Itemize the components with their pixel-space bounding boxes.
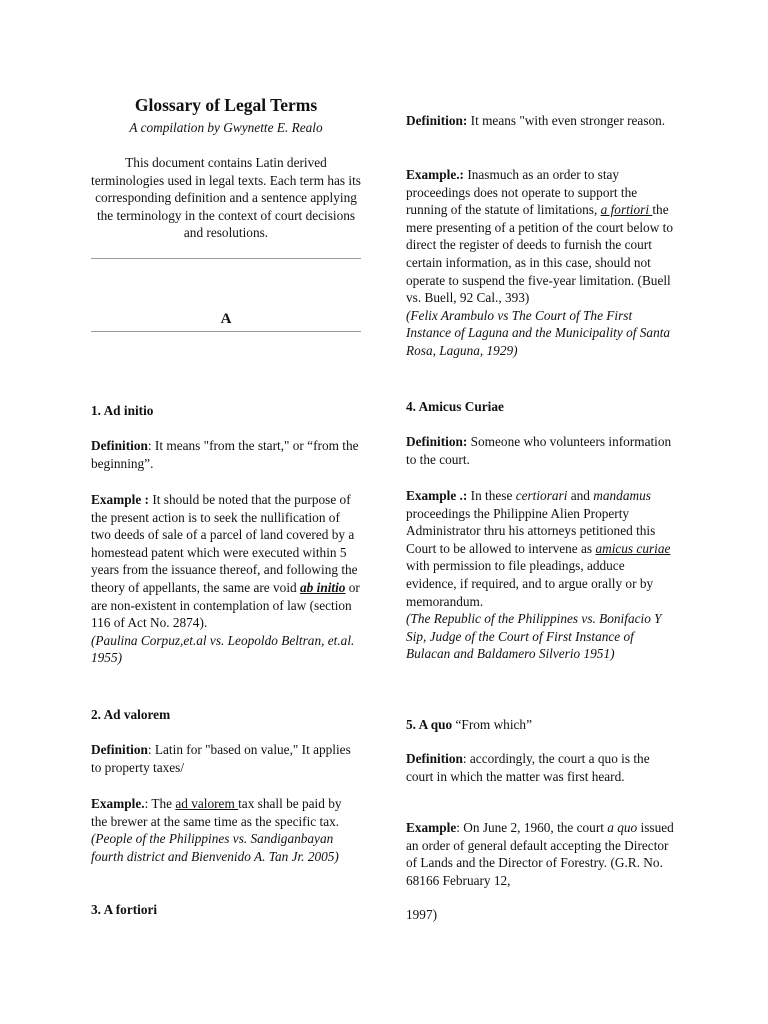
example-label: Example xyxy=(406,820,457,835)
term-heading-ad-initio: 1. Ad initio xyxy=(91,403,154,418)
term-definition xyxy=(91,437,361,472)
example-term: amicus curiae xyxy=(595,540,671,556)
example-text: Inasmuch as an order to stay proceedings does not operate to support the running of the statute of limitations, xyxy=(406,167,638,218)
definition-label: Definition xyxy=(91,438,148,453)
definition-label: Definition xyxy=(406,751,463,766)
definition-text: Someone who volunteers information to the court. xyxy=(406,434,672,467)
term-heading-ad-valorem: 2. Ad valorem xyxy=(91,707,171,722)
term-example xyxy=(406,819,678,889)
example-text: tax shall be paid by the brewer at the same time as the specific tax. xyxy=(91,796,342,829)
term-example xyxy=(91,491,361,667)
case-citation: (Paulina Corpuz,et.al vs. Leopoldo Beltran, et.al. 1955) xyxy=(91,632,355,666)
example-text: or are non-existent in contemplation of law (section 116 of Act No. 2874). xyxy=(91,579,360,631)
document-subtitle: A compilation by Gwynette E. Realo xyxy=(129,120,323,135)
term-heading-amicus-curiae: 4. Amicus Curiae xyxy=(406,399,504,414)
example-text: : On June 2, 1960, the court xyxy=(456,820,608,835)
definition-text: : Latin for "based on value," It applies to property taxes/ xyxy=(91,742,351,775)
example-text: proceedings the Philippine Alien Property Administrator thru his attorneys petitioned this Court to be allowed to intervene as xyxy=(406,505,656,556)
example-text: and xyxy=(567,488,594,503)
term-definition xyxy=(406,112,678,130)
example-text: with permission to file pleadings, adduce evidence, if required, and to argue orally or by memorandum. xyxy=(406,558,654,609)
term-heading-a-quo xyxy=(406,716,532,734)
example-label: Example : xyxy=(91,492,149,507)
term-heading-text: 5. A quo xyxy=(406,717,453,732)
example-text: : The xyxy=(144,796,176,811)
definition-text: It means "with even stronger reason. xyxy=(467,113,666,128)
example-label: Example. xyxy=(91,796,145,811)
divider-bottom xyxy=(91,331,361,332)
example-label: Example.: xyxy=(406,167,464,182)
document-title: Glossary of Legal Terms xyxy=(134,95,318,115)
divider-top xyxy=(91,258,361,259)
example-text: issued an order of general default accepting the Director of Lands and the Director of Forestry. (G.R. No. 68166 February 12, xyxy=(406,820,674,888)
term-definition xyxy=(406,433,678,468)
example-continuation: 1997) xyxy=(406,907,438,922)
definition-label: Definition xyxy=(91,742,148,757)
term-example xyxy=(406,487,678,663)
case-citation: (People of the Philippines vs. Sandiganbayan fourth district and Bienvenido A. Tan Jr. 2005) xyxy=(91,831,339,864)
example-term: ab initio xyxy=(300,579,346,595)
example-text: It should be noted that the purpose of the present action is to seek the nullification of two deeds of sale of a parcel of land covered by a homestead patent which were executed within 5 years from the issuance thereof, and following the theory of appellants, the same are void xyxy=(91,492,358,595)
term-definition xyxy=(91,741,361,776)
definition-text: : accordingly, the court a quo is the court in which the matter was first heard. xyxy=(406,751,650,784)
example-italic-term: certiorari xyxy=(515,488,568,503)
example-term: a fortiori xyxy=(600,202,653,218)
term-example xyxy=(406,166,678,360)
example-italic-term: mandamus xyxy=(593,488,651,503)
left-column xyxy=(91,0,361,1024)
term-heading-a-fortiori: 3. A fortiori xyxy=(91,902,158,917)
case-citation: (Felix Arambulo vs The Court of The First Instance of Laguna and the Municipality of Santa Rosa, Laguna, 1929) xyxy=(406,307,671,358)
example-text: the mere presenting of a petition of the court below to direct the register of deeds to furnish the court certain information, as in this case, should not operate to suspend the five-year limitation. (Buell vs. Buell, 92 Cal., 393) xyxy=(406,202,673,306)
term-heading-gloss: “From which” xyxy=(452,717,532,732)
document-intro: This document contains Latin derived terminologies used in legal texts. Each term has its corresponding definition and a sentence applying the terminology in the context of court decisions and resolutions. xyxy=(91,155,361,241)
definition-label: Definition: xyxy=(406,113,468,128)
right-column xyxy=(406,0,678,1024)
term-definition xyxy=(406,750,678,785)
example-text: In these xyxy=(467,488,516,503)
definition-text: : It means "from the start," or “from the beginning”. xyxy=(91,438,359,471)
section-letter: A xyxy=(220,311,232,327)
definition-label: Definition: xyxy=(406,434,468,449)
example-term: ad valorem xyxy=(175,796,239,811)
case-citation: (The Republic of the Philippines vs. Bonifacio Y Sip, Judge of the Court of First Instance of Bulacan and Baldamero Silverio 1951) xyxy=(406,611,662,662)
example-label: Example .: xyxy=(406,488,468,503)
example-term: a quo xyxy=(607,820,638,835)
term-example xyxy=(91,795,361,865)
